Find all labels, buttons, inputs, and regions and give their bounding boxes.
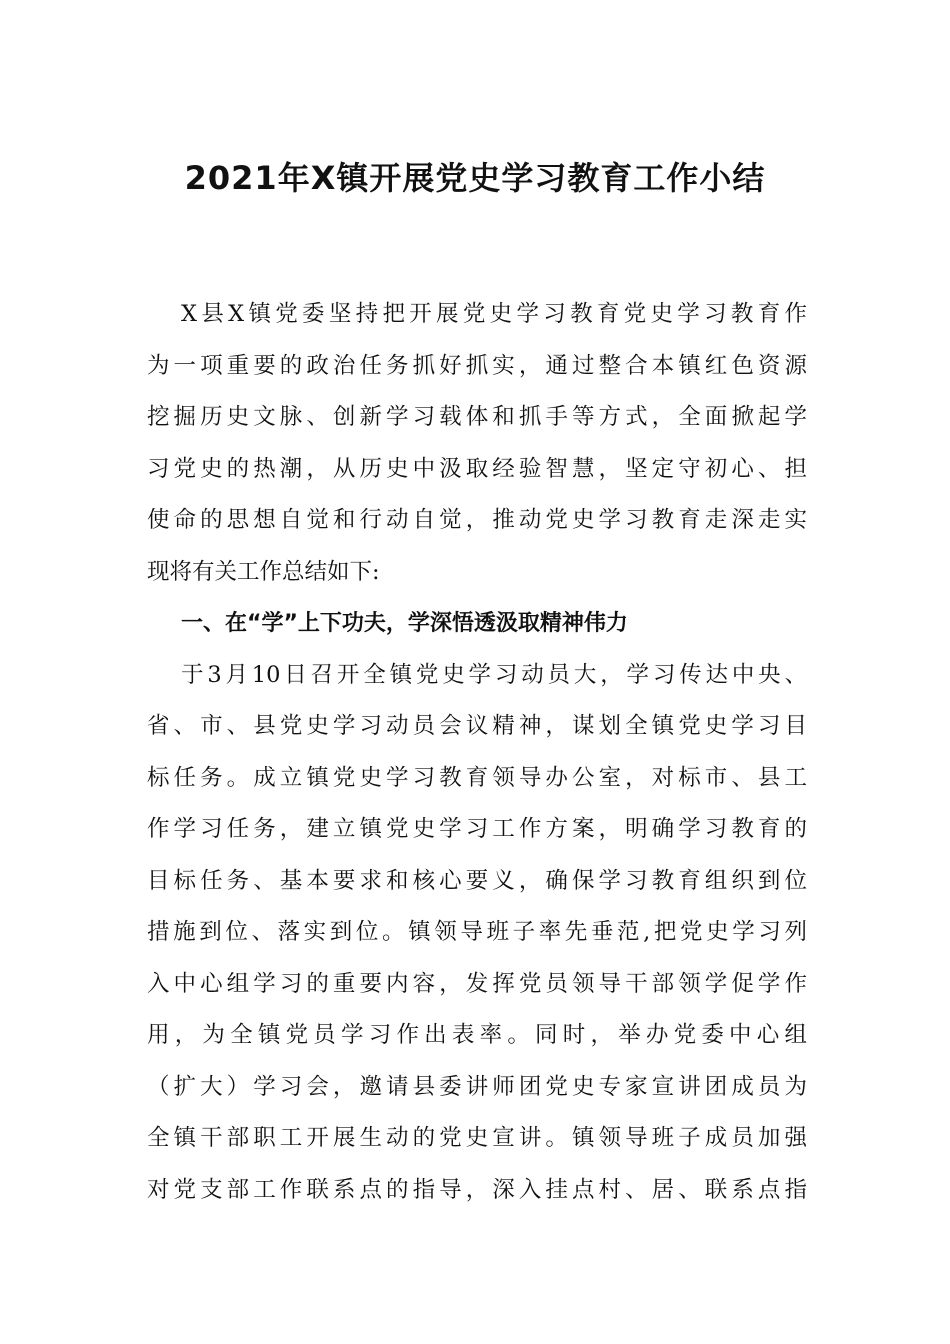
section-line: 作学习任务，建立镇党史学习工作方案，明确学习教育的: [147, 816, 807, 842]
section-line: 全镇干部职工开展生动的党史宣讲。镇领导班子成员加强: [147, 1125, 807, 1151]
document-body: [147, 289, 807, 1216]
paragraph-line: 现将有关工作总结如下:: [147, 558, 380, 585]
paragraph-line: X县X镇党委坚持把开展党史学习教育党史学习教育作: [181, 301, 807, 327]
paragraph-line: 习党史的热潮，从历史中汲取经验智慧，坚定守初心、担: [147, 455, 807, 482]
paragraph-line: 挖掘历史文脉、创新学习载体和抓手等方式，全面掀起学: [147, 404, 807, 430]
section-line: 措施到位、落实到位。镇领导班子率先垂范,把党史学习列: [147, 919, 807, 945]
section-line: 用，为全镇党员学习作出表率。同时，举办党委中心组: [147, 1022, 807, 1048]
section-line: 目标任务、基本要求和核心要义，确保学习教育组织到位: [147, 867, 807, 894]
section-heading: 一、在“学”上下功夫，学深悟透汲取精神伟力: [181, 611, 628, 636]
section-line: 入中心组学习的重要内容，发挥党员领导干部领学促学作: [147, 970, 807, 997]
section-line: （扩大）学习会，邀请县委讲师团党史专家宣讲团成员为: [147, 1073, 807, 1100]
section-line: 省、市、县党史学习动员会议精神，谋划全镇党史学习目: [147, 713, 807, 739]
section-line: 于3月10日召开全镇党史学习动员大，学习传达中央、: [181, 661, 807, 688]
section-line: 对党支部工作联系点的指导，深入挂点村、居、联系点指: [147, 1176, 807, 1203]
document-title: 2021年X镇开展党史学习教育工作小结: [184, 159, 766, 197]
paragraph-line: 使命的思想自觉和行动自觉，推动党史学习教育走深走实: [147, 507, 807, 533]
section-line: 标任务。成立镇党史学习教育领导办公室，对标市、县工: [147, 764, 807, 791]
paragraph-line: 为一项重要的政治任务抓好抓实，通过整合本镇红色资源: [147, 352, 807, 379]
